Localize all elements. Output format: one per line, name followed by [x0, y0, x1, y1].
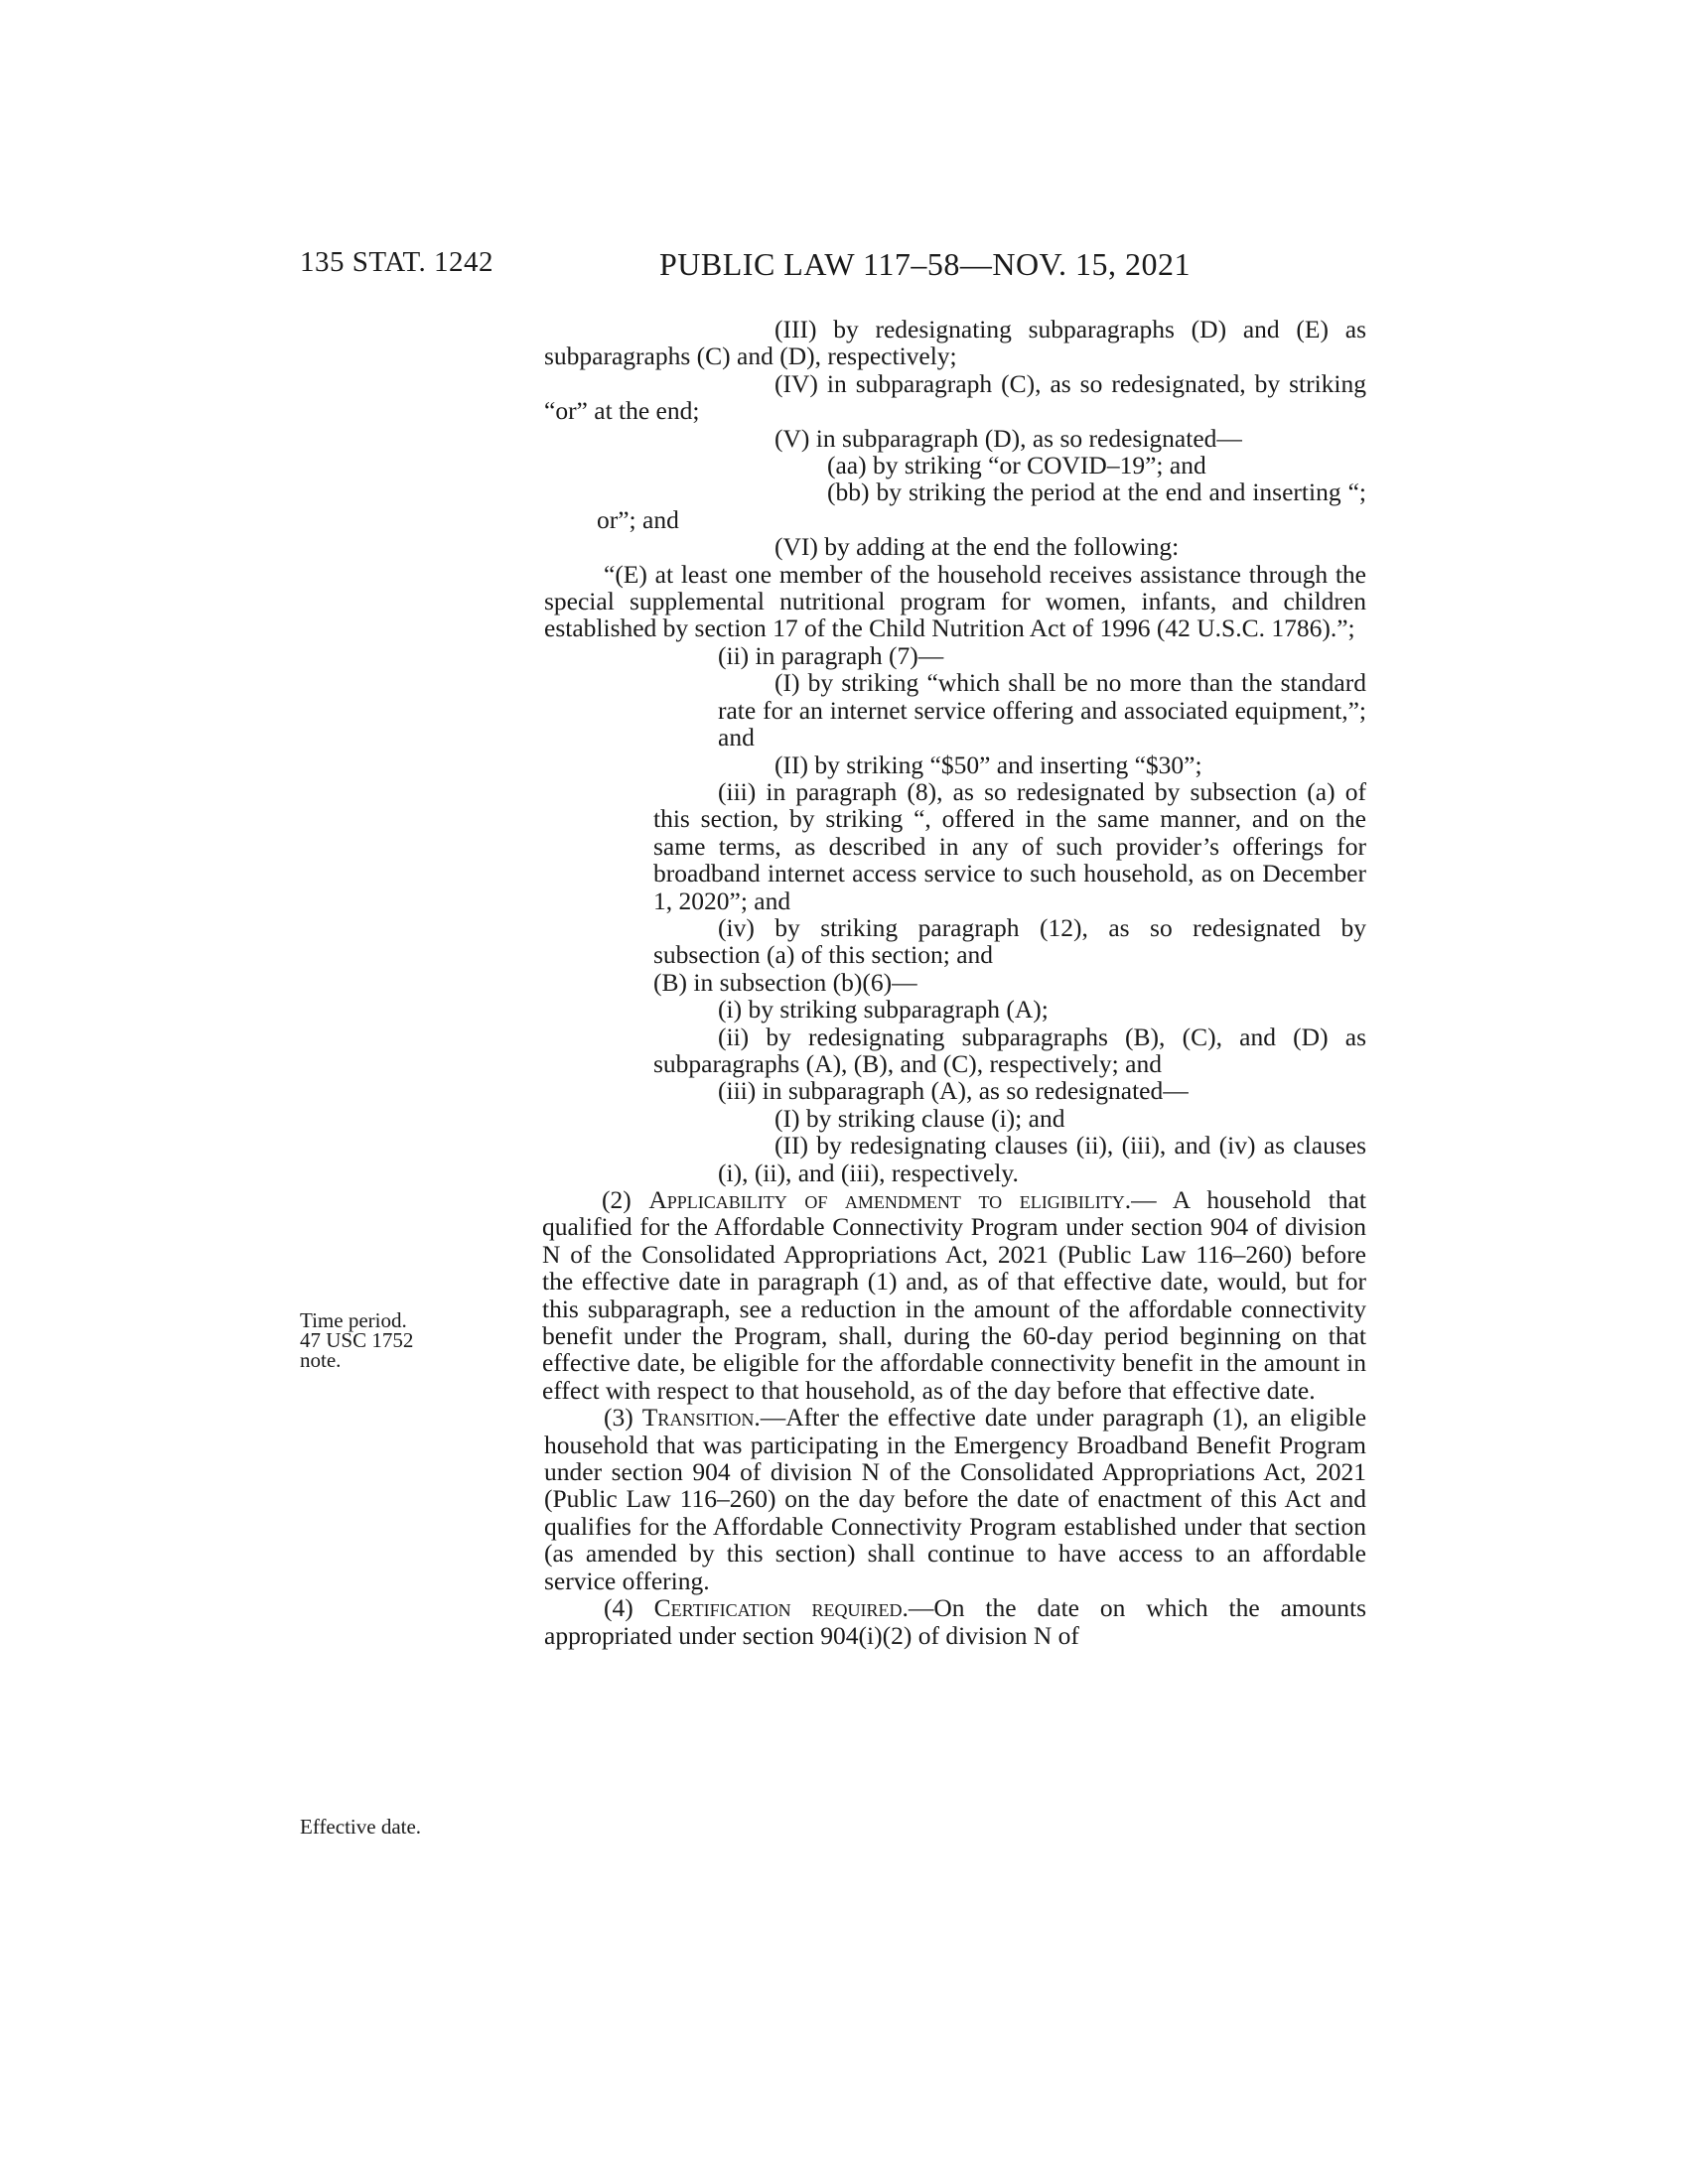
paragraph: (B) in subsection (b)(6)— [653, 967, 917, 997]
paragraph: (III) by redesignating subparagraphs (D) and (E) as subparagraphs (C) and (D), respectively; [544, 315, 1366, 371]
paragraph-heading: Applicability of amendment to eligibility. [648, 1185, 1132, 1214]
page-header [0, 246, 1688, 286]
margin-note-line: Effective date. [300, 1815, 422, 1839]
paragraph: (iii) in paragraph (8), as so redesignated by subsection (a) of this section, by striking “, offered in the same manner, and on the same terms, as described in any of such provider’s offerings for broadband internet access service to such household, as on December 1, 2020”; and [653, 776, 1366, 915]
stat-reference: 135 STAT. 1242 [300, 246, 494, 278]
paragraph: (II) by redesignating clauses (ii), (iii), and (iv) as clauses (i), (ii), and (iii), respectively. [718, 1131, 1366, 1187]
paragraph-number: (2) [602, 1185, 649, 1214]
paragraph-text: —After the effective date under paragraph (1), an eligible household that was participating in the Emergency Broadband Benefit Program under section 904 of division N of the Consolidated Appropriations Act, 2021 (Public Law 116–260) on the day before the date of enactment of this Act and qualifies for the Affordable Connectivity Program established under that section (as amended by this section) shall continue to have access to an affordable service offering. [544, 1403, 1367, 1595]
paragraph: (I) by striking “which shall be no more than the standard rate for an internet service offering and associated equipment,”; and [718, 668, 1366, 752]
paragraph: (bb) by striking the period at the end and inserting “; or”; and [597, 478, 1366, 534]
paragraph: (VI) by adding at the end the following: [774, 532, 1180, 562]
margin-note-time-period [300, 1310, 518, 1370]
paragraph-transition [544, 1404, 1366, 1594]
page-title: PUBLIC LAW 117–58—NOV. 15, 2021 [659, 246, 1192, 282]
statute-body [544, 316, 1366, 1649]
paragraph-text: —On the date on which the amounts appropriated under section 904(i)(2) of division N of [544, 1593, 1367, 1650]
margin-note-line: Time period. [300, 1308, 407, 1332]
paragraph: (aa) by striking “or COVID–19”; and [827, 451, 1206, 480]
margin-note-line: 47 USC 1752 [300, 1328, 414, 1352]
paragraph-heading: Transition. [641, 1403, 761, 1433]
paragraph: (I) by striking clause (i); and [774, 1103, 1065, 1133]
paragraph-certification [544, 1594, 1366, 1649]
paragraph-number: (3) [604, 1403, 642, 1433]
paragraph: (V) in subparagraph (D), as so redesignated— [774, 423, 1242, 453]
paragraph: “(E) at least one member of the household receives assistance through the special supplemental nutritional program for women, infants, and children established by section 17 of the Child Nutrition Act of 1996 (42 U.S.C. 1786).”; [544, 559, 1366, 643]
paragraph: (i) by striking subparagraph (A); [718, 995, 1049, 1024]
paragraph-heading: Certification required. [653, 1593, 909, 1623]
paragraph: (iv) by striking paragraph (12), as so redesignated by subsection (a) of this section; and [653, 912, 1366, 970]
paragraph: (II) by striking “$50” and inserting “$30”; [774, 750, 1202, 779]
paragraph-text: — A household that qualified for the Affordable Connectivity Program under section 904 of division N of the Consolidated Appropriations Act, 2021 (Public Law 116–260) before the effective date in paragraph (1) and, as of that effective date, would, but for this subparagraph, see a reduction in the amount of the affordable connectivity benefit under the Program, shall, during the 60-day period beginning on that effective date, be eligible for the affordable connectivity benefit in the amount in effect with respect to that household, as of the day before that effective date. [542, 1185, 1367, 1405]
margin-note-line: note. [300, 1348, 342, 1372]
paragraph: (ii) by redesignating subparagraphs (B), (C), and (D) as subparagraphs (A), (B), and (C), respectively; and [653, 1022, 1366, 1078]
paragraph: (iii) in subparagraph (A), as so redesignated— [718, 1076, 1189, 1106]
paragraph: (ii) in paragraph (7)— [718, 640, 944, 670]
paragraph-number: (4) [604, 1593, 654, 1623]
paragraph-applicability [542, 1186, 1366, 1404]
margin-note-effective-date [300, 1817, 518, 1837]
paragraph: (IV) in subparagraph (C), as so redesignated, by striking “or” at the end; [544, 368, 1366, 426]
